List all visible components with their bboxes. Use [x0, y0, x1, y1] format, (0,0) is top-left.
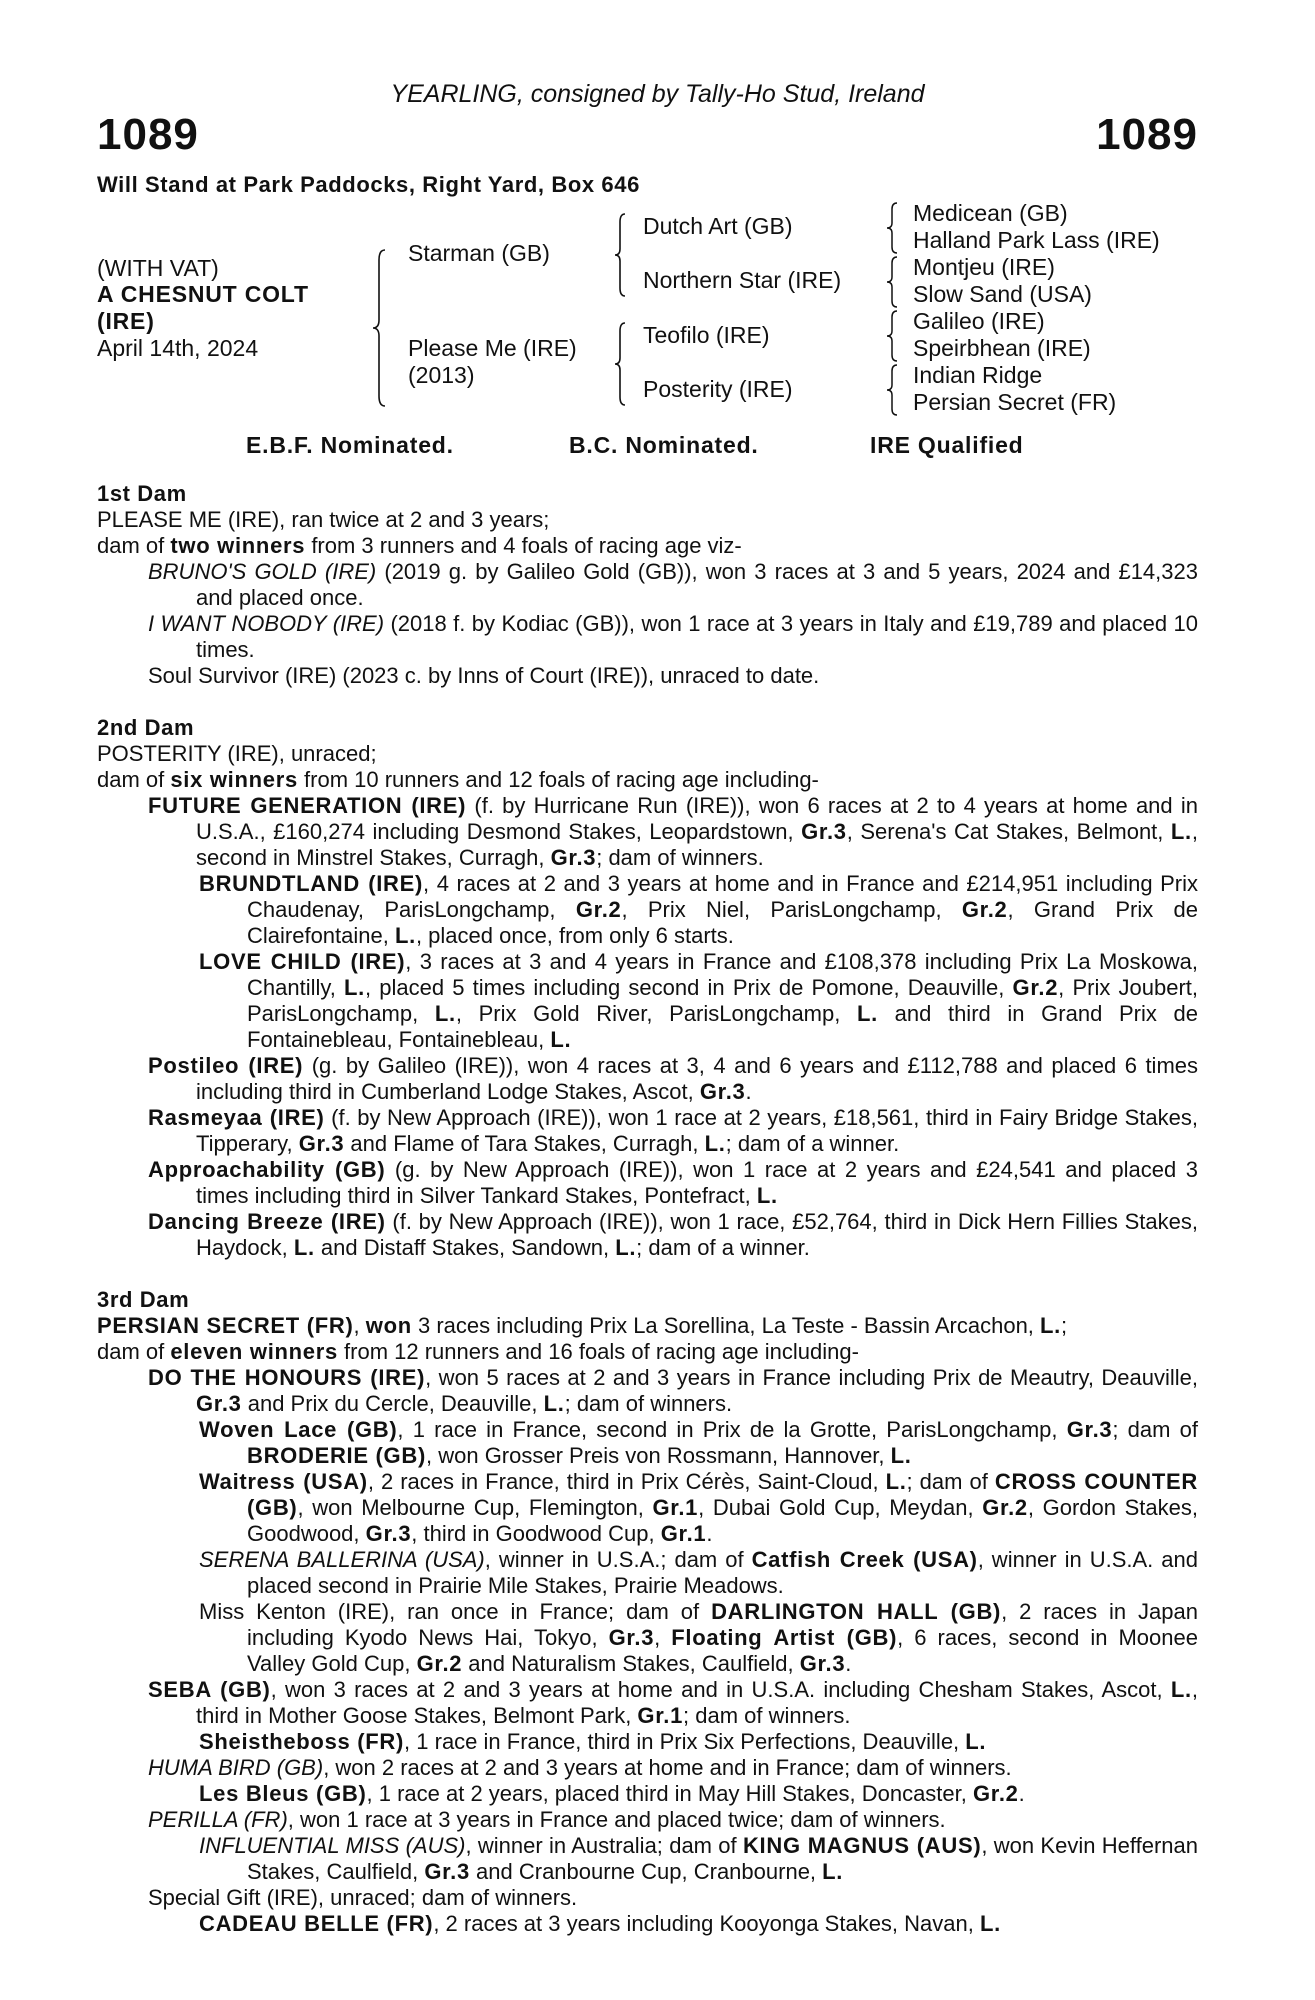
bold-text: Gr.3 [196, 1391, 242, 1416]
entry-text: , won 2 races at 2 and 3 years at home and in France; dam of winners. [323, 1755, 1012, 1780]
dam-section [97, 1287, 1198, 1937]
entry-text: (2018 f. by Kodiac (GB)), won 1 race at 3 years in Italy and £19,789 and placed 10 times. [196, 611, 1199, 662]
entry-text: , won 5 races at 2 and 3 years in France including Prix de Meautry, Deauville, [425, 1365, 1198, 1390]
italic-text: I WANT NOBODY (IRE) [148, 611, 385, 636]
bold-text: L. [293, 1235, 315, 1260]
family-entry [97, 949, 1198, 1053]
brace-icon [886, 311, 898, 361]
ancestor: Halland Park Lass (IRE) [913, 227, 1160, 253]
entry-text: Miss Kenton (IRE), ran once in France; dam of [199, 1599, 712, 1624]
family-entry [97, 1677, 1198, 1729]
bold-text: Gr.3 [424, 1859, 470, 1884]
entry-text: , third in Mother Goose Stakes, Belmont Park, [196, 1677, 1198, 1728]
entry-text: , won 1 race at 3 years in France and placed twice; dam of winners. [287, 1807, 946, 1832]
ancestor: Indian Ridge [913, 362, 1043, 388]
bold-text: Rasmeyaa (IRE) [148, 1105, 325, 1130]
entry-text: , placed 5 times including second in Prix de Pomone, Deauville, [364, 975, 1013, 1000]
entry-text: , winner in Australia; dam of [465, 1833, 743, 1858]
vat-note: (WITH VAT) [97, 255, 219, 281]
entry-text: , won Grosser Preis von Rossmann, Hannover, [426, 1443, 891, 1468]
bold-text: LOVE CHILD (IRE) [199, 949, 406, 974]
bold-text: L. [394, 923, 416, 948]
bold-text: L. [857, 1001, 878, 1026]
grandsire-paternal: Dutch Art (GB) [643, 213, 793, 239]
ancestor: Medicean (GB) [913, 200, 1068, 226]
bold-text: Gr.3 [801, 819, 847, 844]
entry-text: (f. by Hurricane Run (IRE)), won 6 races at 2 to 4 years at home and in U.S.A., £160,274 including Desmond Stakes, Leopardstown, [196, 793, 1199, 844]
entry-text: PLEASE ME (IRE), ran twice at 2 and 3 years; [97, 507, 550, 532]
bold-text: BRUNDTLAND (IRE) [199, 871, 424, 896]
family-notes [97, 481, 1198, 1963]
bold-text: Les Bleus (GB) [199, 1781, 367, 1806]
family-entry [97, 871, 1198, 949]
entry-text: , winner in U.S.A.; dam of [484, 1547, 752, 1572]
section-heading: 1st Dam [97, 481, 187, 506]
foaling-date: April 14th, 2024 [97, 335, 259, 361]
bold-text: Gr.2 [416, 1651, 463, 1676]
lot-number-right: 1089 [1096, 110, 1198, 159]
bold-text: Gr.3 [1066, 1417, 1113, 1442]
bold-text: Gr.3 [699, 1079, 746, 1104]
bold-text: Gr.3 [608, 1625, 655, 1650]
family-entry [97, 611, 1198, 663]
bold-text: Gr.3 [365, 1521, 412, 1546]
lot-number-left: 1089 [97, 110, 199, 159]
family-entry [97, 1053, 1198, 1105]
bold-text: Gr.2 [982, 1495, 1028, 1520]
bold-text: Sheistheboss (FR) [199, 1729, 405, 1754]
bold-text: Dancing Breeze (IRE) [148, 1209, 386, 1234]
section-heading: 2nd Dam [97, 715, 195, 740]
family-entry [97, 1157, 1198, 1209]
brace-icon [886, 257, 898, 307]
entry-text: from 10 runners and 12 foals of racing age including- [297, 767, 819, 792]
bold-text: L. [979, 1911, 1001, 1936]
entry-text: dam of [97, 1339, 171, 1364]
family-entry [97, 507, 1198, 533]
bold-text: Gr.2 [1012, 975, 1059, 1000]
family-entry [97, 559, 1198, 611]
family-entry [97, 793, 1198, 871]
entry-text: (2019 g. by Galileo Gold (GB)), won 3 races at 3 and 5 years, 2024 and £14,323 and placed once. [196, 559, 1198, 610]
dam-year: (2013) [408, 362, 475, 388]
bold-text: L. [344, 975, 365, 1000]
bold-text: L. [1040, 1313, 1061, 1338]
bold-text: L. [543, 1391, 565, 1416]
entry-text: from 12 runners and 16 foals of racing age including- [337, 1339, 859, 1364]
bold-text: FUTURE GENERATION (IRE) [148, 793, 467, 818]
entry-text: and Naturalism Stakes, Caulfield, [462, 1651, 800, 1676]
entry-text: 3 races including Prix La Sorellina, La Teste - Bassin Arcachon, [411, 1313, 1041, 1338]
bold-text: Gr.3 [799, 1651, 846, 1676]
bold-text: BRODERIE (GB) [247, 1443, 426, 1468]
ancestor: Speirbhean (IRE) [913, 335, 1091, 361]
entry-text: and third in Grand Prix de Fontainebleau, Fontainebleau, [247, 1001, 1198, 1052]
brace-icon [614, 214, 626, 296]
entry-text: , 2 races in France, third in Prix Cérès, Saint-Cloud, [367, 1469, 886, 1494]
ebf-nomination: E.B.F. Nominated. [246, 432, 454, 458]
entry-text: , winner in U.S.A. and placed second in Prairie Mile Stakes, Prairie Meadows. [247, 1547, 1198, 1598]
family-entry [97, 1781, 1198, 1807]
dam: Please Me (IRE) [408, 335, 577, 361]
dam-section [97, 715, 1198, 1261]
entry-text: , won Melbourne Cup, Flemington, [297, 1495, 653, 1520]
entry-text: , 1 race in France, third in Prix Six Perfections, Deauville, [404, 1729, 966, 1754]
bold-text: Gr.1 [637, 1703, 684, 1728]
family-entry [97, 663, 1198, 689]
entry-text: , Prix Joubert, ParisLongchamp, [247, 975, 1198, 1026]
ancestor: Persian Secret (FR) [913, 389, 1117, 415]
bold-text: SEBA (GB) [148, 1677, 271, 1702]
bold-text: Gr.3 [298, 1131, 345, 1156]
bold-text: Waitress (USA) [199, 1469, 368, 1494]
family-entry [97, 1755, 1198, 1781]
entry-text: , 1 race at 2 years, placed third in May Hill Stakes, Doncaster, [366, 1781, 973, 1806]
entry-text: . [845, 1651, 852, 1676]
entry-text: and Cranbourne Cup, Cranbourne, [469, 1859, 823, 1884]
bold-text: PERSIAN SECRET (FR) [97, 1313, 354, 1338]
bold-text: Gr.2 [973, 1781, 1019, 1806]
italic-text: PERILLA (FR) [148, 1807, 288, 1832]
entry-text: Soul Survivor (IRE) (2023 c. by Inns of Court (IRE)), unraced to date. [148, 663, 820, 688]
entry-text: (f. by New Approach (IRE)), won 1 race at 2 years, £18,561, third in Fairy Bridge Stakes, Tipperary, [196, 1105, 1198, 1156]
stable-location: Will Stand at Park Paddocks, Right Yard, Box 646 [97, 172, 640, 197]
entry-text: , Prix Gold River, ParisLongchamp, [455, 1001, 857, 1026]
family-entry [97, 741, 1198, 767]
bold-text: CROSS COUNTER (GB) [247, 1469, 1198, 1520]
family-entry [97, 1729, 1198, 1755]
italic-text: SERENA BALLERINA (USA) [199, 1547, 485, 1572]
entry-text: , Dubai Gold Cup, Meydan, [698, 1495, 983, 1520]
entry-text: , Serena's Cat Stakes, Belmont, [846, 819, 1171, 844]
entry-text: (f. by New Approach (IRE)), won 1 race, £52,764, third in Dick Hern Fillies Stakes, Haydock, [196, 1209, 1199, 1260]
bold-text: L. [1170, 1677, 1192, 1702]
entry-text: ; [1060, 1313, 1068, 1338]
bold-text: L. [434, 1001, 456, 1026]
ancestor: Galileo (IRE) [913, 308, 1045, 334]
family-entry [97, 1833, 1198, 1885]
entry-text: , [654, 1625, 672, 1650]
entry-text: , 4 races at 2 and 3 years at home and in France and £214,951 including Prix Chaudenay, ParisLongchamp, [247, 871, 1198, 922]
bold-text: two winners [170, 533, 306, 558]
entry-text: . [1018, 1781, 1025, 1806]
bold-text: Floating Artist (GB) [671, 1625, 898, 1650]
family-entry [97, 1807, 1198, 1833]
sire: Starman (GB) [408, 240, 550, 266]
family-entry [97, 1209, 1198, 1261]
bold-text: L. [885, 1469, 907, 1494]
ire-qualified: IRE Qualified [870, 432, 1024, 458]
grandsire-maternal: Teofilo (IRE) [643, 322, 770, 348]
bold-text: KING MAGNUS (AUS) [742, 1833, 982, 1858]
entry-text: , Prix Niel, ParisLongchamp, [621, 897, 962, 922]
entry-text: ; dam of winners. [683, 1703, 851, 1728]
consignment-line: YEARLING, consigned by Tally-Ho Stud, Ireland [390, 80, 925, 108]
family-entry [97, 1365, 1198, 1417]
entry-text: , 2 races in Japan including Kyodo News Hai, Tokyo, [247, 1599, 1198, 1650]
bold-text: eleven winners [170, 1339, 338, 1364]
entry-text: ; dam of [1112, 1417, 1198, 1442]
entry-text: , won 3 races at 2 and 3 years at home and in U.S.A. including Chesham Stakes, Ascot, [270, 1677, 1171, 1702]
entry-text: , third in Goodwood Cup, [411, 1521, 661, 1546]
horse-name: A CHESNUT COLT [97, 281, 309, 307]
brace-icon [886, 203, 898, 253]
entry-text: , second in Minstrel Stakes, Curragh, [196, 819, 1198, 870]
family-entry [97, 1417, 1198, 1469]
italic-text: HUMA BIRD (GB) [148, 1755, 324, 1780]
bold-text: CADEAU BELLE (FR) [199, 1911, 434, 1936]
entry-text: dam of [97, 767, 171, 792]
family-entry [97, 1599, 1198, 1677]
entry-text: , 6 races, second in Moonee Valley Gold Cup, [247, 1625, 1198, 1676]
bold-text: Gr.3 [550, 845, 597, 870]
family-entry [97, 533, 1198, 559]
entry-text: , won Kevin Heffernan Stakes, Caulfield, [247, 1833, 1198, 1884]
family-entry [97, 1469, 1198, 1547]
bc-nomination: B.C. Nominated. [569, 432, 759, 458]
bold-text: L. [756, 1183, 778, 1208]
bold-text: L. [965, 1729, 987, 1754]
entry-text: ; dam of winners. [564, 1391, 733, 1416]
bold-text: L. [1170, 819, 1192, 844]
granddam-paternal: Northern Star (IRE) [643, 267, 842, 293]
entry-text: dam of [97, 533, 171, 558]
section-heading: 3rd Dam [97, 1287, 190, 1312]
entry-text: and Distaff Stakes, Sandown, [314, 1235, 616, 1260]
bold-text: Catfish Creek (USA) [751, 1547, 978, 1572]
bold-text: Gr.1 [652, 1495, 699, 1520]
entry-text: , placed once, from only 6 starts. [415, 923, 734, 948]
family-entry [97, 1339, 1198, 1365]
bold-text: Approachability (GB) [148, 1157, 386, 1182]
entry-text: , Grand Prix de Clairefontaine, [247, 897, 1199, 948]
bold-text: L. [550, 1027, 572, 1052]
granddam-maternal: Posterity (IRE) [643, 376, 793, 402]
entry-text: ; dam of [906, 1469, 995, 1494]
bold-text: won [365, 1313, 412, 1338]
entry-text: , 2 races at 3 years including Kooyonga Stakes, Navan, [433, 1911, 980, 1936]
bold-text: Woven Lace (GB) [199, 1417, 398, 1442]
brace-icon [886, 365, 898, 415]
family-entry [97, 1313, 1198, 1339]
entry-text: POSTERITY (IRE), unraced; [97, 741, 377, 766]
entry-text: . [745, 1079, 752, 1104]
entry-text: ; dam of a winner. [725, 1131, 900, 1156]
bold-text: six winners [170, 767, 298, 792]
entry-text: (g. by New Approach (IRE)), won 1 race at 2 years and £24,541 and placed 3 times including third in Silver Tankard Stakes, Pontefract, [196, 1157, 1199, 1208]
family-entry [97, 767, 1198, 793]
entry-text: ; dam of a winner. [636, 1235, 810, 1260]
entry-text: , Gordon Stakes, Goodwood, [247, 1495, 1198, 1546]
entry-text: (g. by Galileo (IRE)), won 4 races at 3, 4 and 6 years and £112,788 and placed 6 times including third in Cumberland Lodge Stakes, Ascot, [196, 1053, 1199, 1104]
brace-icon [614, 323, 626, 405]
bold-text: L. [822, 1859, 844, 1884]
bold-text: DARLINGTON HALL (GB) [711, 1599, 1002, 1624]
dam-section [97, 481, 1198, 689]
entry-text: . [706, 1521, 713, 1546]
italic-text: BRUNO'S GOLD (IRE) [148, 559, 377, 584]
bold-text: Gr.2 [575, 897, 622, 922]
ancestor: Montjeu (IRE) [913, 254, 1055, 280]
bold-text: L. [890, 1443, 912, 1468]
brace-icon [372, 250, 386, 406]
family-entry [97, 1105, 1198, 1157]
horse-country: (IRE) [97, 308, 155, 334]
entry-text: , 3 races at 3 and 4 years in France and £108,378 including Prix La Moskowa, Chantilly, [247, 949, 1198, 1000]
entry-text: ; dam of winners. [596, 845, 764, 870]
family-entry [97, 1911, 1198, 1937]
entry-text: Special Gift (IRE), unraced; dam of winners. [148, 1885, 578, 1910]
entry-text: and Prix du Cercle, Deauville, [241, 1391, 544, 1416]
bold-text: L. [615, 1235, 637, 1260]
family-entry [97, 1547, 1198, 1599]
entry-text: , 1 race in France, second in Prix de la Grotte, ParisLongchamp, [397, 1417, 1067, 1442]
bold-text: Gr.2 [961, 897, 1008, 922]
italic-text: INFLUENTIAL MISS (AUS) [199, 1833, 466, 1858]
bold-text: DO THE HONOURS (IRE) [148, 1365, 426, 1390]
bold-text: L. [704, 1131, 726, 1156]
entry-text: from 3 runners and 4 foals of racing age viz- [305, 533, 742, 558]
bold-text: Gr.1 [660, 1521, 707, 1546]
entry-text: and Flame of Tara Stakes, Curragh, [344, 1131, 705, 1156]
family-entry [97, 1885, 1198, 1911]
bold-text: Postileo (IRE) [148, 1053, 304, 1078]
entry-text: , [353, 1313, 366, 1338]
ancestor: Slow Sand (USA) [913, 281, 1092, 307]
